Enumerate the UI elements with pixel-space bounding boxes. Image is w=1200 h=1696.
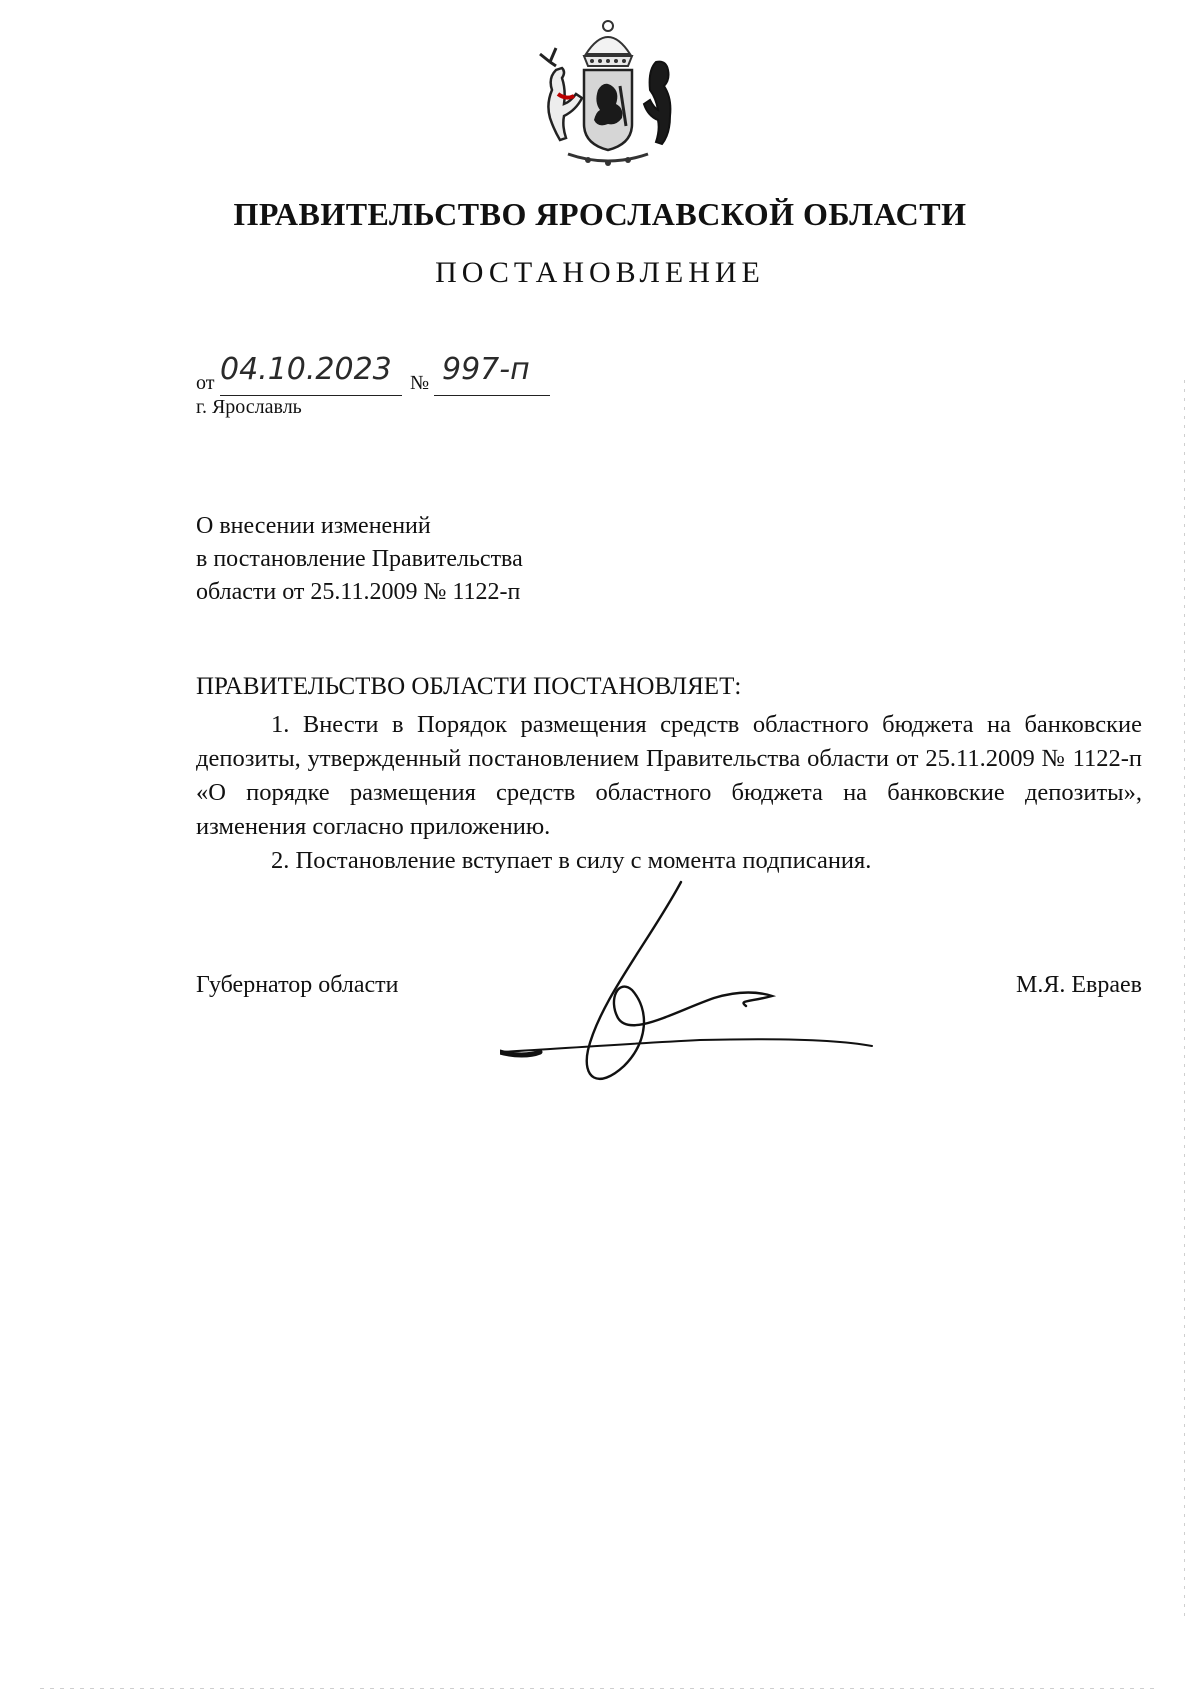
decree-heading: ПРАВИТЕЛЬСТВО ОБЛАСТИ ПОСТАНОВЛЯЕТ: — [196, 673, 742, 700]
decree-clauses — [196, 708, 1142, 878]
document-type: ПОСТАНОВЛЕНИЕ — [435, 256, 765, 289]
clause-1: 1. Внести в Порядок размещения средств областного бюджета на банковские депозиты, утвержденный постановлением Правительства области от 25.11.2009 № 1122-п «О порядке размещения средств областного бюджета на банковские депозиты», изменения согласно приложению. — [196, 711, 1142, 840]
handwritten-date: 04.10.2023 — [220, 352, 392, 387]
handwritten-number: 997-п — [442, 352, 530, 387]
clause-2: 2. Постановление вступает в силу с момента подписания. — [271, 847, 872, 874]
scan-edge-artifact — [1184, 380, 1185, 1620]
subject-line: области от 25.11.2009 № 1122-п — [196, 579, 521, 605]
signatory-name: М.Я. Евраев — [1016, 972, 1142, 998]
subject-line: в постановление Правительства — [196, 546, 523, 572]
scan-edge-artifact — [40, 1688, 1160, 1689]
signatory-role: Губернатор области — [196, 972, 399, 998]
coat-of-arms-icon — [528, 14, 688, 174]
document-subject — [196, 510, 523, 609]
city-line: г. Ярославль — [196, 396, 302, 418]
subject-line: О внесении изменений — [196, 513, 431, 539]
number-label: № — [410, 372, 430, 394]
organization-title: ПРАВИТЕЛЬСТВО ЯРОСЛАВСКОЙ ОБЛАСТИ — [233, 196, 967, 232]
date-label: от — [196, 372, 215, 394]
number-underline — [434, 395, 550, 396]
handwritten-signature — [500, 880, 930, 1120]
